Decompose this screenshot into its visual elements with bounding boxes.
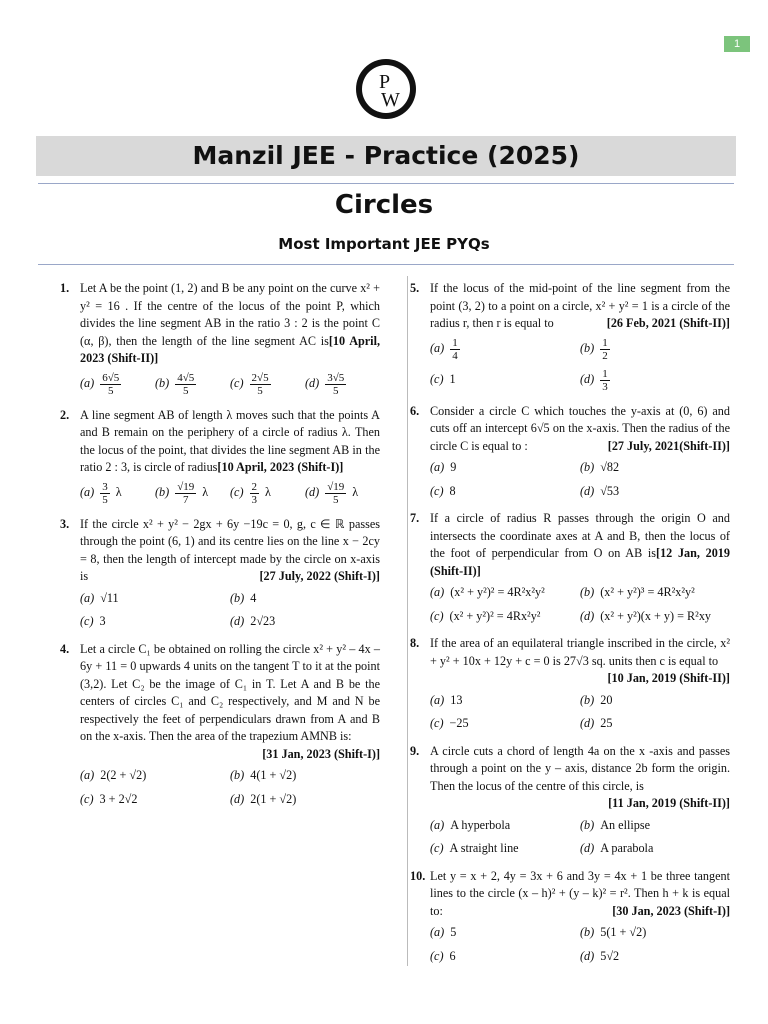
fraction (600, 368, 610, 393)
option-d[interactable] (305, 372, 380, 397)
year-tag: [10 April, 2023 (Shift-II)] (80, 333, 380, 365)
fraction-denominator: 5 (257, 384, 263, 397)
question-4 (60, 641, 380, 809)
fraction-denominator: 5 (332, 493, 339, 506)
question-8 (410, 635, 730, 733)
column-divider (407, 276, 408, 966)
question-body: Let a circle C₁ be obtained on rolling the circle x² + y² – 4x – 6y + 11 = 0 upwards 4 units on the tangent T to it at the point (3,2). Let C₂ be the image of C₁ in T. Let A and B be the centers of circles C₁ and C₂ respectively, and M and N be respectively the feet of perpendiculars drawn from A and B on the x-axis. Then the area of the trapezium AMNB is: (80, 641, 380, 743)
option-value: A hyperbola (450, 817, 511, 832)
option-label: (b) (580, 341, 595, 356)
option-suffix: λ (352, 485, 359, 500)
question-9 (410, 743, 730, 858)
options-grid (80, 481, 380, 506)
option-value: √82 (600, 460, 620, 474)
fraction-numerator: 6√5 (102, 371, 120, 384)
year-tag: [10 Jan, 2019 (Shift-II)] (607, 671, 730, 685)
fraction-denominator: 3 (251, 493, 258, 506)
year-tag: [30 Jan, 2023 (Shift-I)] (612, 903, 730, 918)
options-grid (80, 372, 380, 397)
option-value: 9 (450, 460, 457, 474)
header-rule (38, 183, 734, 184)
option-label: (c) (80, 614, 94, 628)
year-tag: [27 July, 2022 (Shift-I)] (259, 569, 380, 583)
option-value: 8 (449, 483, 456, 498)
option-label: (a) (80, 590, 95, 605)
option-label: (c) (430, 948, 444, 963)
option-label: (b) (230, 590, 245, 605)
option-value: −25 (449, 716, 469, 730)
option-label: (a) (80, 768, 95, 782)
fraction-denominator: 7 (182, 493, 189, 506)
option-label: (d) (580, 483, 595, 498)
option-label: (b) (580, 692, 595, 707)
option-label: (b) (580, 585, 595, 599)
option-d[interactable] (580, 368, 730, 393)
option-c[interactable] (230, 372, 305, 397)
question-number: 6. (410, 403, 420, 418)
option-value: 25 (600, 716, 613, 730)
option-label: (a) (430, 341, 445, 356)
question-10 (410, 868, 730, 966)
question-body: If the circle x² + y² − 2gx + 6y −19c = 0, g, c ∈ ℝ passes through the point (6, 1) and its centre lies on the line x − 2cy = 8, then the length of intercept made by the circle on x-axis is (80, 516, 380, 583)
option-label: (c) (430, 608, 444, 623)
option-value: 2(1 + √2) (250, 791, 297, 806)
option-a[interactable] (430, 692, 580, 710)
option-label: (b) (580, 460, 595, 474)
year-tag: [31 Jan, 2023 (Shift-I)] (262, 746, 380, 761)
option-d[interactable] (230, 613, 380, 631)
question-7 (410, 510, 730, 625)
option-value: (x² + y²)(x + y) = R²xy (600, 608, 712, 623)
option-a[interactable] (430, 459, 580, 477)
pw-logo (355, 58, 417, 120)
option-value: 5(1 + √2) (600, 925, 647, 939)
banner-title: Manzil JEE - Practice (2025) (36, 136, 736, 176)
fraction-denominator: 5 (182, 384, 189, 397)
option-d[interactable] (580, 483, 730, 501)
question-text (430, 635, 730, 688)
option-value: 3 + 2√2 (99, 791, 138, 806)
option-d[interactable] (305, 481, 380, 506)
option-label: (d) (230, 791, 245, 806)
option-label: (c) (230, 485, 244, 500)
option-label: (d) (580, 841, 595, 855)
fraction-denominator: 5 (102, 493, 108, 506)
fraction-numerator: √19 (327, 480, 345, 493)
option-a[interactable] (80, 481, 155, 506)
option-value: 5 (450, 925, 457, 939)
option-value: 6 (449, 948, 456, 963)
option-d[interactable] (580, 608, 730, 626)
question-body: Let y = x + 2, 4y = 3x + 6 and 3y = 4x + 1 be three tangent lines to the circle (x – h)² + (y – k)² = r². Then h + k is equal to: (430, 868, 730, 918)
right-column (410, 280, 730, 975)
fraction (175, 481, 196, 506)
option-value: √53 (600, 483, 620, 498)
options-grid (430, 817, 730, 858)
option-value: A straight line (449, 841, 519, 855)
question-number: 5. (410, 281, 420, 295)
options-grid (430, 459, 730, 500)
option-c[interactable] (430, 948, 580, 966)
option-d[interactable] (580, 840, 730, 858)
fraction (100, 481, 110, 506)
option-a[interactable] (430, 924, 580, 942)
option-label: (d) (305, 485, 320, 500)
option-label: (a) (430, 925, 445, 939)
option-d[interactable] (580, 715, 730, 733)
question-number: 10. (410, 868, 426, 883)
fraction (600, 337, 610, 362)
fraction-denominator: 3 (602, 380, 608, 393)
option-c[interactable] (80, 613, 230, 631)
option-value: (x² + y²)³ = 4R²x²y² (600, 585, 695, 599)
option-value: 2√23 (250, 614, 276, 628)
year-tag: [26 Feb, 2021 (Shift-II)] (606, 316, 730, 330)
options-grid (80, 767, 380, 808)
fraction-numerator: 1 (602, 367, 608, 380)
option-a[interactable] (80, 590, 230, 608)
option-a[interactable] (430, 817, 580, 835)
question-text (430, 280, 730, 333)
option-suffix: λ (115, 485, 122, 500)
question-text (430, 743, 730, 813)
question-text (430, 403, 730, 456)
option-label: (d) (580, 716, 595, 730)
option-value: 5√2 (600, 948, 620, 963)
option-label: (d) (580, 948, 595, 963)
question-body: If the locus of the mid-point of the line segment from the point (3, 2) to a point on a circle, x² + y² = 1 is a circle of the radius r, then r is equal to (430, 281, 730, 330)
question-body: Consider a circle C which touches the y-axis at (0, 6) and cuts off an intercept 6√5 on the x-axis. Then the radius of the circle C is equal to : (430, 403, 730, 453)
option-b[interactable] (230, 590, 380, 608)
option-label: (b) (580, 925, 595, 939)
question-text (430, 510, 730, 580)
fraction-denominator: 5 (107, 384, 114, 397)
fraction (325, 481, 346, 506)
option-label: (c) (430, 841, 444, 855)
option-label: (a) (80, 485, 95, 500)
option-a[interactable] (430, 337, 580, 362)
question-number: 4. (60, 641, 70, 656)
question-body: A line segment AB of length λ moves such that the points A and B remain on the periphery of a circle of radius λ. Then the locus of the point, that divides the line segment AB in the ratio 2 : 3, is circle of radius (80, 407, 380, 474)
option-label: (b) (580, 817, 595, 832)
option-c[interactable] (430, 608, 580, 626)
option-b[interactable] (580, 459, 730, 477)
option-value: (x² + y²)² = 4R²x²y² (450, 585, 545, 599)
options-grid (80, 590, 380, 631)
fraction-numerator: 3√5 (327, 371, 345, 384)
option-label: (a) (430, 692, 445, 707)
option-value: 13 (450, 692, 463, 707)
options-grid (430, 337, 730, 393)
question-text (80, 280, 380, 368)
fraction-numerator: 3 (102, 480, 108, 493)
option-label: (d) (580, 372, 595, 387)
option-c[interactable] (80, 791, 230, 809)
option-b[interactable] (580, 337, 730, 362)
option-a[interactable] (430, 584, 580, 602)
option-label: (d) (230, 614, 245, 628)
option-b[interactable] (580, 817, 730, 835)
option-suffix: λ (202, 485, 209, 500)
option-label: (c) (430, 716, 444, 730)
option-label: (a) (430, 460, 445, 474)
question-text (80, 407, 380, 477)
fraction-numerator: 2 (251, 480, 258, 493)
fraction-denominator: 2 (602, 349, 608, 362)
fraction-denominator: 5 (332, 384, 339, 397)
option-d[interactable] (230, 791, 380, 809)
option-b[interactable] (155, 481, 230, 506)
fraction-numerator: 1 (452, 336, 458, 349)
option-label: (c) (430, 483, 444, 498)
question-5 (410, 280, 730, 393)
question-1 (60, 280, 380, 397)
option-value: 4(1 + √2) (250, 768, 297, 782)
question-3 (60, 516, 380, 631)
option-value: 1 (449, 372, 456, 387)
question-number: 9. (410, 743, 420, 758)
question-number: 7. (410, 511, 420, 525)
option-label: (d) (580, 608, 595, 623)
option-label: (c) (430, 372, 444, 387)
question-text (80, 516, 380, 586)
fraction (450, 337, 460, 362)
fraction-numerator: √19 (177, 480, 195, 493)
option-b[interactable] (580, 584, 730, 602)
option-c[interactable] (230, 481, 305, 506)
page-subtitle: Most Important JEE PYQs (278, 235, 490, 253)
svg-text:P: P (379, 71, 391, 93)
option-c[interactable] (430, 483, 580, 501)
fraction (100, 372, 121, 397)
option-label: (b) (155, 376, 170, 391)
subtitle-rule (38, 264, 734, 265)
option-c[interactable] (430, 715, 580, 733)
option-label: (c) (230, 376, 244, 391)
option-label: (a) (80, 376, 95, 391)
option-value: 20 (600, 692, 613, 707)
options-grid (430, 692, 730, 733)
option-b[interactable] (580, 924, 730, 942)
question-text (430, 868, 730, 921)
option-b[interactable] (230, 767, 380, 785)
fraction-numerator: 2√5 (251, 371, 269, 384)
fraction (325, 372, 346, 397)
option-d[interactable] (580, 948, 730, 966)
option-c[interactable] (430, 840, 580, 858)
question-body: If a circle of radius R passes through the origin O and intersects the coordinate axes at A and B, then the locus of the foot of perpendicular from O on AB is (430, 511, 730, 560)
option-a[interactable] (80, 767, 230, 785)
option-c[interactable] (430, 368, 580, 393)
question-number: 3. (60, 516, 70, 531)
option-value: 3 (99, 614, 106, 628)
fraction (250, 372, 271, 397)
question-body: If the area of an equilateral triangle inscribed in the circle, x² + y² + 10x + 12y + c = 0 is 27√3 sq. units then c is equal to (430, 636, 730, 668)
left-column (60, 280, 380, 818)
page-title: Circles (334, 190, 434, 220)
question-number: 1. (60, 281, 70, 295)
question-6 (410, 403, 730, 501)
question-number: 2. (60, 407, 70, 422)
fraction-numerator: 1 (602, 336, 608, 349)
option-b[interactable] (580, 692, 730, 710)
fraction-numerator: 4√5 (177, 371, 195, 384)
option-value: 4 (250, 590, 257, 605)
year-tag: [10 April, 2023 (Shift-I)] (217, 460, 344, 474)
option-value: 2(2 + √2) (100, 768, 147, 782)
svg-text:W: W (381, 89, 400, 111)
year-tag: [12 Jan, 2019 (Shift-II)] (430, 546, 730, 578)
year-tag: [27 July, 2021(Shift-II)] (607, 438, 730, 453)
year-tag: [11 Jan, 2019 (Shift-II)] (608, 796, 730, 810)
fraction-denominator: 4 (452, 349, 458, 362)
fraction (175, 372, 196, 397)
option-value: √11 (100, 590, 119, 605)
option-suffix: λ (265, 485, 271, 500)
option-value: An ellipse (600, 817, 650, 832)
options-grid (430, 924, 730, 965)
option-value: A parabola (600, 841, 654, 855)
question-body: Let A be the point (1, 2) and B be any point on the curve x² + y² = 16 . If the centre of the locus of the point P, which divides the line segment AB in the ratio 3 : 2 is the point C (α, β), then the length of the line segment AC is (80, 281, 380, 348)
option-label: (a) (430, 585, 445, 599)
question-text (80, 641, 380, 764)
question-number: 8. (410, 636, 420, 650)
option-label: (c) (80, 791, 94, 806)
option-label: (b) (230, 768, 245, 782)
options-grid (430, 584, 730, 625)
option-a[interactable] (80, 372, 155, 397)
option-label: (a) (430, 817, 445, 832)
fraction (250, 481, 260, 506)
page-number: 1 (724, 36, 750, 52)
option-b[interactable] (155, 372, 230, 397)
question-2 (60, 407, 380, 506)
question-body: A circle cuts a chord of length 4a on the x -axis and passes through a point on the y – axis, distance 2b form the origin. Then the locus of the centre of this circle, is (430, 743, 730, 793)
option-label: (b) (155, 485, 170, 500)
option-label: (d) (305, 376, 320, 391)
option-value: (x² + y²)² = 4Rx²y² (449, 608, 541, 623)
